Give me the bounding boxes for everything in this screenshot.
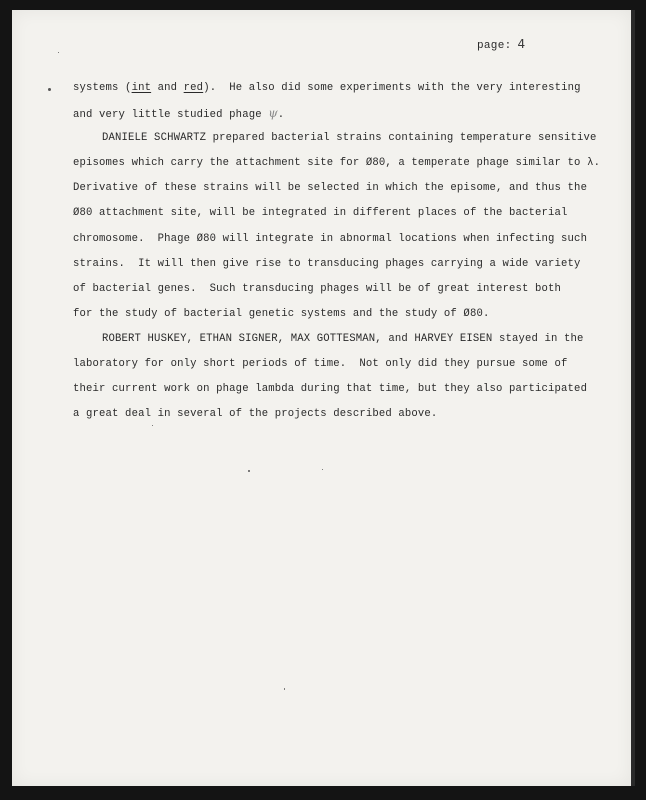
text-line: a great deal in several of the projects described above. xyxy=(73,408,438,421)
text-line: for the study of bacterial genetic systems and the study of Ø80. xyxy=(73,307,490,320)
text-line: of bacterial genes. Such transducing phages will be of great interest both xyxy=(73,282,562,295)
handwritten-symbol: ψ xyxy=(268,106,278,121)
underlined-term: red xyxy=(183,82,204,94)
text-line: Derivative of these strains will be selected in which the episome, and thus the xyxy=(73,182,588,195)
text-line: DANIELE SCHWARTZ prepared bacterial strains containing temperature sensitive xyxy=(102,132,597,145)
page-edge xyxy=(631,10,635,786)
text-line: Ø80 attachment site, will be integrated in different places of the bacterial xyxy=(73,207,568,220)
text-line: their current work on phage lambda during that time, but they also participated xyxy=(73,383,588,396)
text-line: chromosome. Phage Ø80 will integrate in abnormal locations when infecting such xyxy=(73,232,588,245)
underlined-term: int xyxy=(131,82,152,94)
text-line: strains. It will then give rise to transducing phages carrying a wide variety xyxy=(73,257,581,270)
text-line: and very little studied phage ψ. xyxy=(73,106,285,122)
scan-speck xyxy=(322,469,323,470)
scan-speck xyxy=(48,88,51,91)
page-label: page: xyxy=(477,40,512,52)
text-line: ROBERT HUSKEY, ETHAN SIGNER, MAX GOTTESMAN, and HARVEY EISEN stayed in the xyxy=(102,332,584,345)
scan-speck xyxy=(152,425,153,426)
text-line: laboratory for only short periods of time. Not only did they pursue some of xyxy=(73,358,568,371)
text-line: systems (int and red). He also did some experiments with the very interesting xyxy=(73,82,581,94)
scan-speck xyxy=(248,470,250,472)
document-body xyxy=(73,76,601,427)
page-number: 4 xyxy=(517,37,526,51)
scan-speck xyxy=(284,688,285,690)
text-line: episomes which carry the attachment site for Ø80, a temperate phage similar to λ. xyxy=(73,157,601,170)
scan-speck xyxy=(58,52,59,53)
page-number-header xyxy=(477,37,525,52)
